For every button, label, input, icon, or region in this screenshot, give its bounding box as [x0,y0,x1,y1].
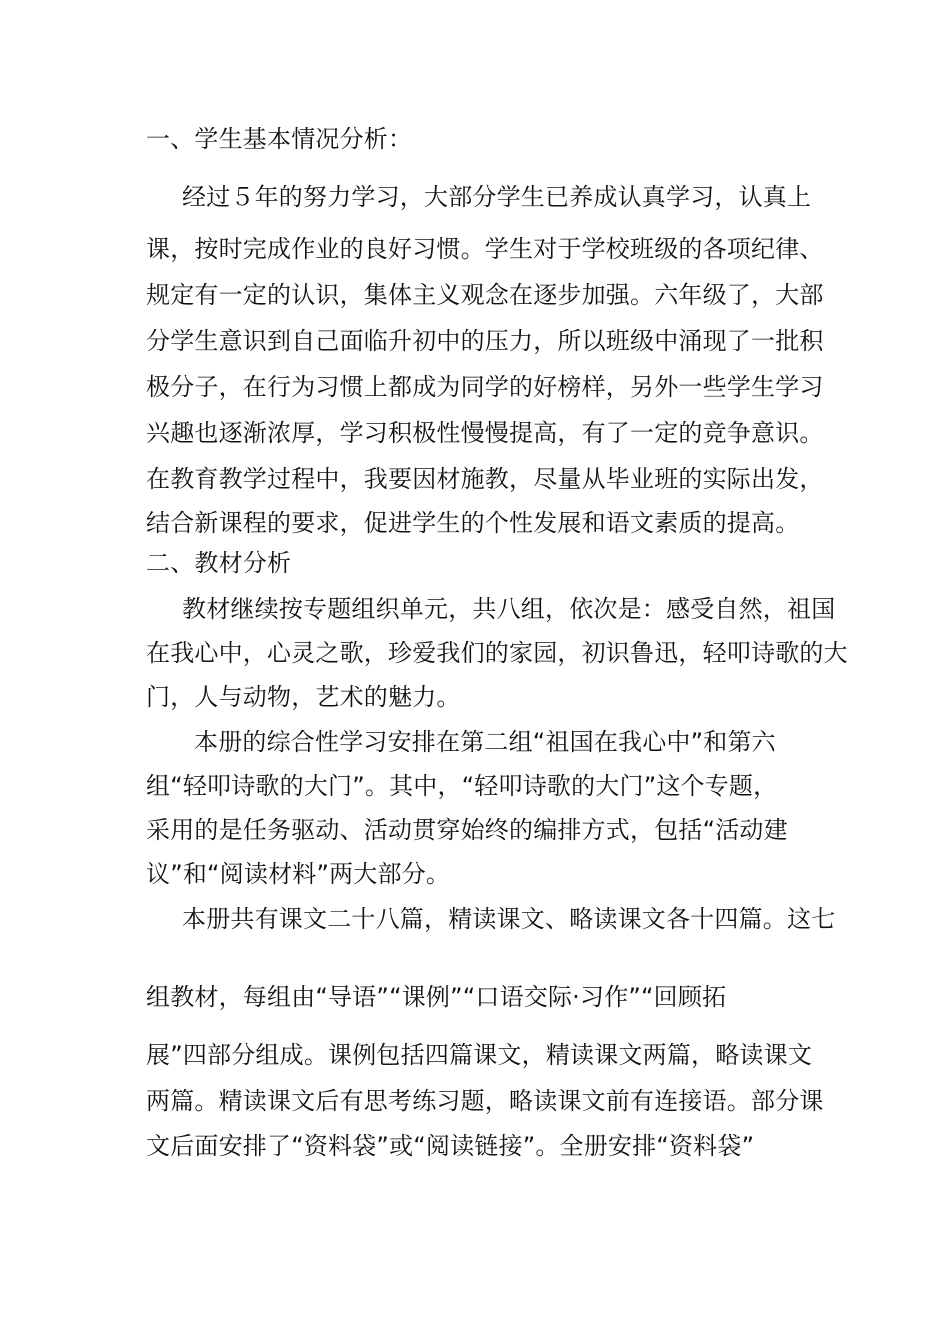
paragraph-line: 展”四部分组成。课例包括四篇课文，精读课文两篇，略读课文 [146,1041,813,1069]
paragraph-line: 在教育教学过程中，我要因材施教，尽量从毕业班的实际出发， [146,465,824,493]
paragraph-line: 组教材，每组由“导语”“课例”“口语交际·习作”“回顾拓 [146,983,727,1011]
paragraph-line: 兴趣也逐渐浓厚，学习积极性慢慢提高，有了一定的竞争意识。 [146,419,824,447]
paragraph-line: 文后面安排了“资料袋”或“阅读链接”。全册安排“资料袋” [146,1132,755,1160]
paragraph-line: 两篇。精读课文后有思考练习题，略读课文前有连接语。部分课 [146,1087,824,1115]
paragraph-line: 在我心中，心灵之歌，珍爱我们的家园，初识鲁迅，轻叩诗歌的大 [146,639,848,667]
paragraph-line: 议”和“阅读材料”两大部分。 [146,860,451,888]
paragraph-line: 规定有一定的认识，集体主义观念在逐步加强。六年级了，大部 [146,281,824,309]
section-heading-textbook: 二、教材分析 [146,549,292,577]
section-heading-students: 一、学生基本情况分析： [146,125,413,153]
paragraph-line: 门，人与动物，艺术的魅力。 [146,683,461,711]
paragraph-line: 本册的综合性学习安排在第二组“祖国在我心中”和第六 [194,728,776,756]
paragraph-line: 采用的是任务驱动、活动贯穿始终的编排方式，包括“活动建 [146,816,788,844]
paragraph-line: 课，按时完成作业的良好习惯。学生对于学校班级的各项纪律、 [146,235,824,263]
paragraph-line: 组“轻叩诗歌的大门”。其中，“轻叩诗歌的大门”这个专题， [146,772,778,800]
paragraph-line: 教材继续按专题组织单元，共八组，依次是：感受自然，祖国 [182,595,836,623]
paragraph-line: 经过５年的努力学习，大部分学生已养成认真学习，认真上 [182,183,812,211]
paragraph-line: 本册共有课文二十八篇，精读课文、略读课文各十四篇。这七 [182,905,836,933]
paragraph-line: 极分子，在行为习惯上都成为同学的好榜样，另外一些学生学习 [146,373,824,401]
paragraph-line: 分学生意识到自己面临升初中的压力，所以班级中涌现了一批积 [146,327,824,355]
paragraph-line: 结合新课程的要求，促进学生的个性发展和语文素质的提高。 [146,509,800,537]
